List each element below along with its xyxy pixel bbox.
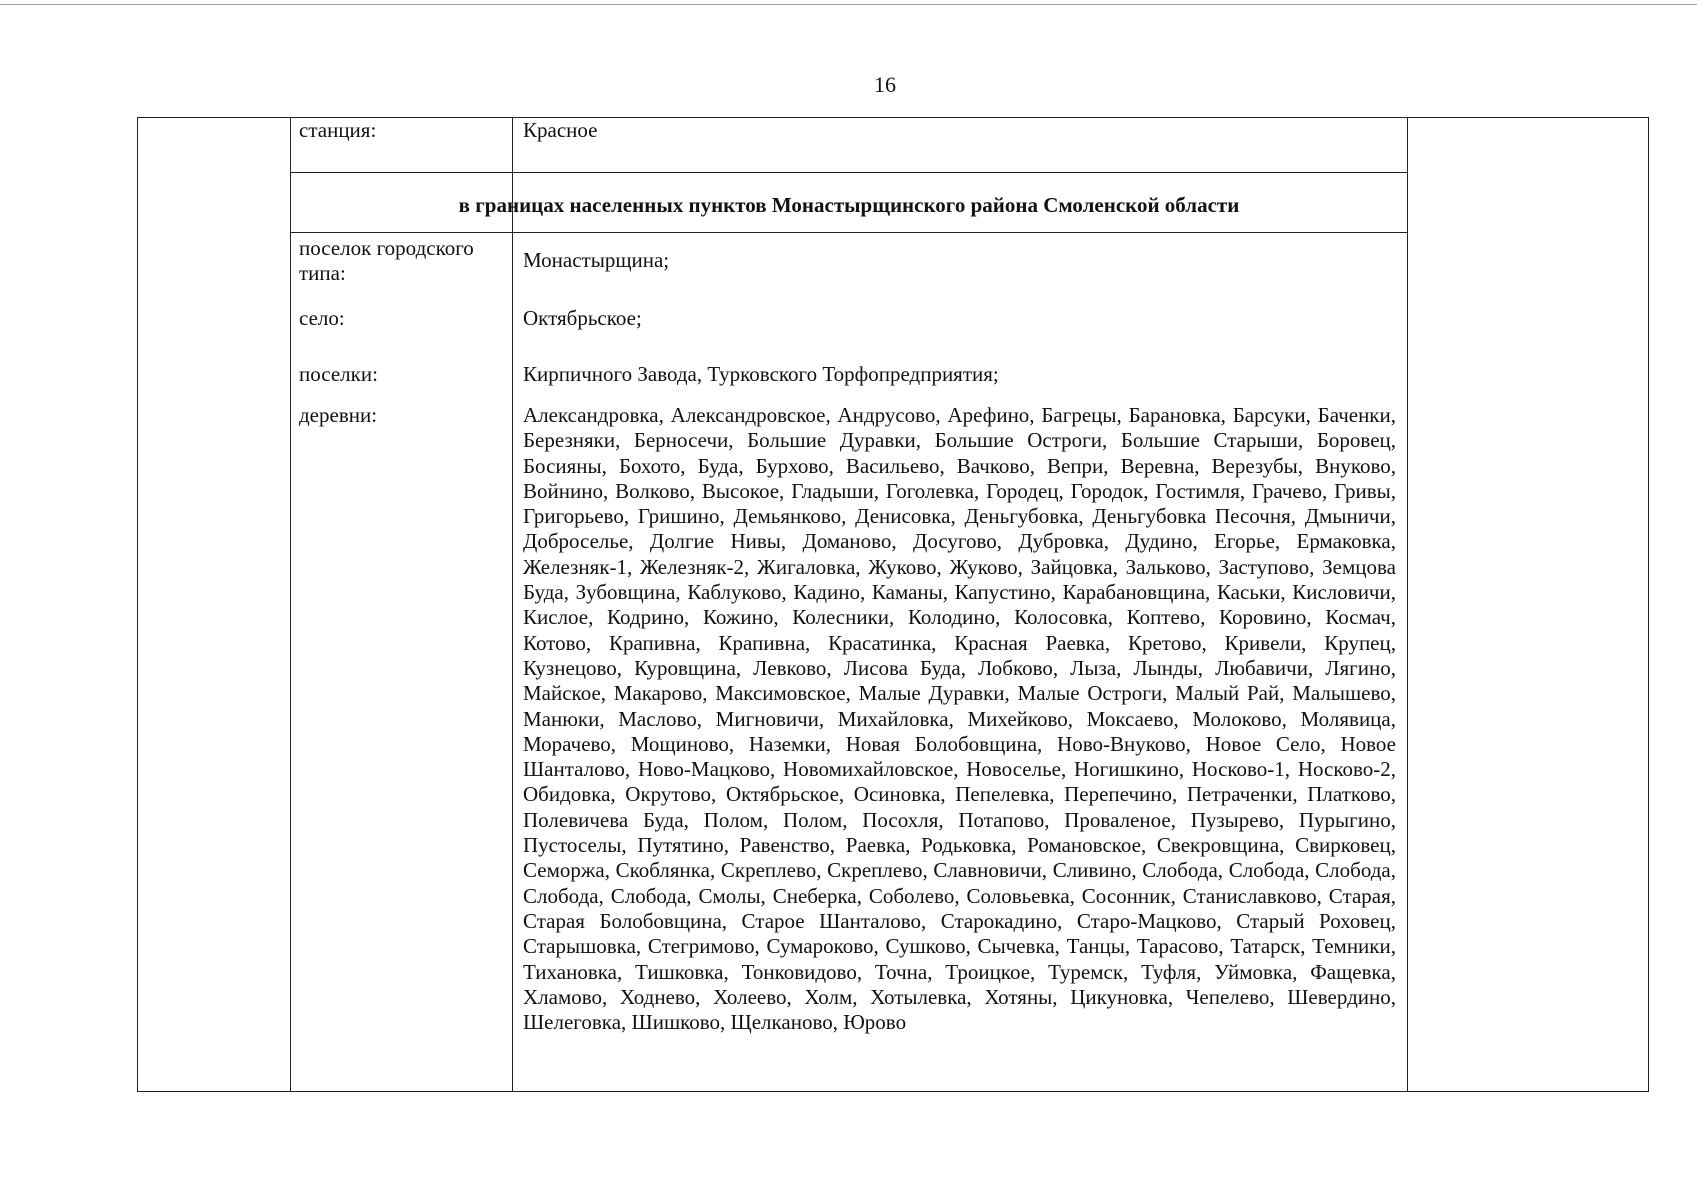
column-divider-3 bbox=[1407, 117, 1408, 1092]
row-label-urban-settlement: поселок городского типа: bbox=[299, 236, 474, 286]
row-label-poselki: поселки: bbox=[299, 362, 378, 386]
row-divider-heading bbox=[290, 232, 1407, 233]
page-number: 16 bbox=[874, 72, 896, 97]
row-value-urban-settlement: Монастырщина; bbox=[523, 248, 670, 272]
row-label-derevni: деревни: bbox=[299, 403, 378, 427]
station-value: Красное bbox=[523, 118, 598, 142]
column-divider-2 bbox=[512, 117, 513, 1092]
column-divider-1 bbox=[290, 117, 291, 1092]
top-edge-rule bbox=[0, 4, 1697, 5]
row-value-poselki: Кирпичного Завода, Турковского Торфопредприятия; bbox=[523, 362, 999, 386]
row-divider-station bbox=[290, 172, 1407, 173]
station-label: станция: bbox=[299, 118, 377, 142]
row-label-selo: село: bbox=[299, 306, 345, 330]
row-value-derevni: Александровка, Александровское, Андрусово, Арефино, Багрецы, Барановка, Барсуки, Баченки, Березняки, Берносечи, Большие Дуравки, Большие Остроги, Большие Старыши, Боровец, Босияны, Бохото, Буда, Бурхово, Васильево, Вачково, Вепри, Веревна, Верезубы, Внуково, Войнино, Волково, Высокое, Гладыши, Гоголевка, Городец, Городок, Гостимля, Грачево, Гривы, Григорьево, Гришино, Демьянково, Денисовка, Деньгубовка, Деньгубовка Песочня, Дмыничи, Доброселье, Долгие Нивы, Доманово, Досугово, Дубровка, Дудино, Егорье, Ермаковка, Железняк-1, Железняк-2, Жигаловка, Жуково, Жуково, Зайцовка, Зальково, Заступово, Земцова Буда, Зубовщина, Каблуково, Кадино, Каманы, Капустино, Карабановщина, Каськи, Кисловичи, Кислое, Кодрино, Кожино, Колесники, Колодино, Колосовка, Коптево, Коровино, Космач, Котово, Крапивна, Крапивна, Красатинка, Красная Раевка, Кретово, Кривели, Крупец, Кузнецово, Куровщина, Левково, Лисова Буда, Лобково, Лыза, Лынды, Любавичи, Лягино, Майское, Макарово, Максимовское, Малые Дуравки, Малые Остроги, Малый Рай, Малышево, Манюки, Маслово, Мигновичи, Михайловка, Михейково, Моксаево, Молоково, Молявица, Морачево, Мощиново, Наземки, Новая Болобовщина, Ново-Внуково, Новое Село, Новое Шанталово, Ново-Мацково, Новомихайловское, Новоселье, Ногишкино, Носково-1, Носково-2, Обидовка, Окрутово, Октябрьское, Осиновка, Пепелевка, Перепечино, Петраченки, Платково, Полевичева Буда, Полом, Полом, Посохля, Потапово, Проваленое, Пузырево, Пурыгино, Пустоселы, Путятино, Равенство, Раевка, Родьковка, Романовское, Свекровщина, Свирковец, Семоржа, Скоблянка, Скреплево, Скреплево, Славновичи, Сливино, Слобода, Слобода, Слобода, Слобода, Слобода, Смолы, Снеберка, Соболево, Соловьевка, Сосонник, Станиславково, Старая, Старая Болобовщина, Старое Шанталово, Старокадино, Старо-Мацково, Старый Роховец, Старышовка, Стегримово, Сумароково, Сушково, Сычевка, Танцы, Тарасово, Татарск, Темники, Тихановка, Тишковка, Тонковидово, Точна, Троицкое, Туремск, Туфля, Уймовка, Фащевка, Хламово, Ходнево, Холеево, Холм, Хотылевка, Хотяны, Цикуновка, Чепелево, Шевердино, Шелеговка, Шишково, Щелканово, Юрово bbox=[523, 403, 1396, 1035]
section-heading: в границах населенных пунктов Монастырщинского района Смоленской области bbox=[458, 193, 1240, 217]
row-value-selo: Октябрьское; bbox=[523, 306, 642, 330]
